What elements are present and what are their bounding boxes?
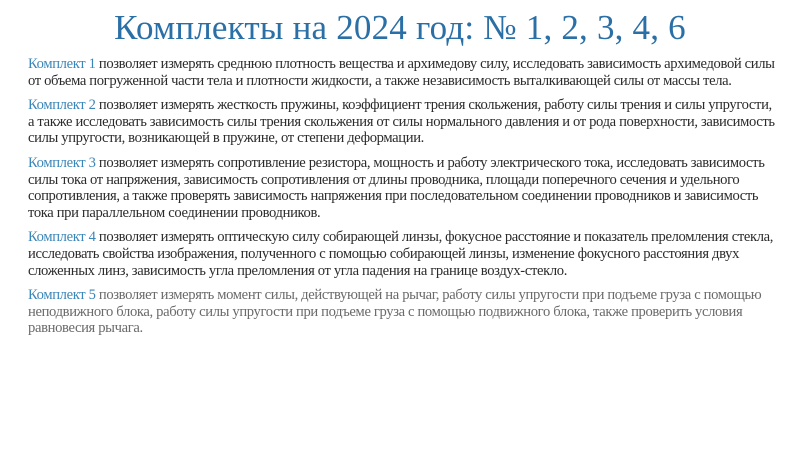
kit-2-paragraph [28, 97, 780, 147]
kit-2-text: позволяет измерять жесткость пружины, коэффициент трения скольжения, работу силы трения и силы упругости, а также исследовать зависимость силы трения скольжения от силы нормального давления и от рода поверхности, зависимость силы упругости, возникающей в пружине, от степени деформации. [28, 97, 775, 147]
kit-4-paragraph [28, 229, 780, 279]
kit-5-paragraph [28, 287, 780, 337]
kit-3-text: позволяет измерять сопротивление резистора, мощность и работу электрического тока, исследовать зависимость силы тока от напряжения, зависимость сопротивления от длины проводника, площади поперечного сечения и удельного сопротивления, а также проверять зависимость напряжения при последовательном соединении проводников и зависимость тока при параллельном соединении проводников. [28, 154, 765, 221]
kit-4-text: позволяет измерять оптическую силу собирающей линзы, фокусное расстояние и показатель преломления стекла, исследовать свойства изображения, полученного с помощью собирающей линзы, изменение фокусного расстояния двух сложенных линз, зависимость угла преломления от угла падения на границе воздух-стекло. [28, 229, 774, 279]
kit-5-label: Комплект 5 [28, 287, 96, 304]
kit-1-paragraph [28, 56, 780, 89]
kit-1-text: позволяет измерять среднюю плотность вещества и архимедову силу, исследовать зависимость архимедовой силы от объема погруженной части тела и плотности жидкости, а также независимость выталкивающей силы от массы тела. [28, 56, 775, 89]
kit-2-label: Комплект 2 [28, 97, 96, 114]
kit-5-text: позволяет измерять момент силы, действующей на рычаг, работу силы упругости при подъеме груза с помощью неподвижного блока, работу силы упругости при подъеме груза с помощью подвижного блока, также проверить условия равновесия рычага. [28, 287, 762, 337]
kit-3-label: Комплект 3 [28, 154, 96, 171]
slide-body [28, 56, 780, 345]
kit-3-paragraph [28, 155, 780, 221]
kit-1-label: Комплект 1 [28, 56, 96, 72]
kit-4-label: Комплект 4 [28, 229, 96, 246]
slide-title: Комплекты на 2024 год: № 1, 2, 3, 4, 6 [114, 8, 686, 47]
